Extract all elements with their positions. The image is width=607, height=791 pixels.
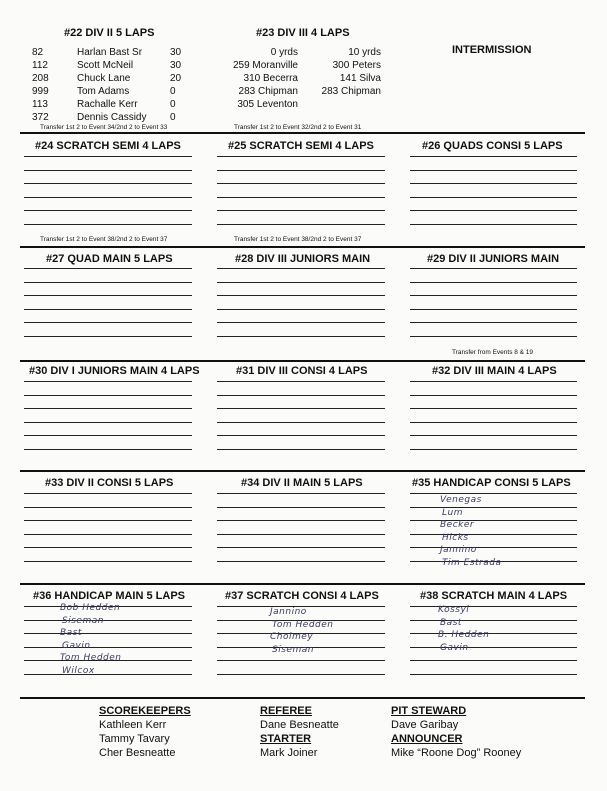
handwritten-name: Bast [440, 617, 462, 628]
write-in-line [24, 224, 192, 225]
write-in-line [217, 534, 385, 535]
event-30-title: #30 DIV I JUNIORS MAIN 4 LAPS [29, 365, 200, 377]
write-in-line [410, 449, 577, 450]
entry-name: Chuck Lane [77, 73, 131, 84]
write-in-line [217, 561, 385, 562]
handwritten-name: Gavin [440, 642, 469, 653]
scorekeeper-name: Kathleen Kerr [99, 719, 167, 731]
write-in-line [410, 422, 577, 423]
entry-num: 113 [32, 99, 48, 110]
pit-steward-label: PIT STEWARD [391, 705, 467, 717]
event-23-entry: 10 yrds [348, 47, 381, 58]
event-36-title: #36 HANDICAP MAIN 5 LAPS [33, 590, 185, 602]
write-in-line [410, 210, 577, 211]
handwritten-name: Bast [60, 628, 82, 638]
write-in-line [410, 435, 577, 436]
event-25-title: #25 SCRATCH SEMI 4 LAPS [228, 140, 374, 152]
write-in-line [410, 322, 577, 323]
write-in-line [410, 268, 577, 269]
write-in-line [217, 309, 385, 310]
write-in-line [24, 183, 192, 184]
entry-pts: 30 [170, 60, 182, 71]
event-23-title: #23 DIV III 4 LAPS [256, 27, 350, 39]
handwritten-name: Tom Hedden [272, 619, 334, 630]
write-in-line [410, 647, 577, 648]
write-in-line [410, 606, 577, 607]
entry-pts: 20 [170, 73, 182, 84]
event-22-title: #22 DIV II 5 LAPS [64, 27, 155, 39]
intermission-label: INTERMISSION [452, 44, 532, 56]
write-in-line [217, 449, 385, 450]
write-in-line [24, 435, 192, 436]
handwritten-name: Siseman [272, 644, 314, 655]
write-in-line [217, 322, 385, 323]
write-in-line [217, 210, 385, 211]
write-in-line [217, 674, 385, 675]
write-in-line [24, 309, 192, 310]
entry-num: 999 [32, 86, 49, 97]
write-in-line [24, 647, 192, 648]
section-divider [20, 132, 585, 134]
write-in-line [217, 422, 385, 423]
write-in-line [24, 268, 192, 269]
event-24-title: #24 SCRATCH SEMI 4 LAPS [35, 140, 181, 152]
write-in-line [24, 210, 192, 211]
handwritten-name: Cholmey [270, 632, 314, 642]
event-34-title: #34 DIV II MAIN 5 LAPS [241, 477, 363, 489]
event-31-title: #31 DIV III CONSI 4 LAPS [236, 365, 368, 377]
event-23-entry: 283 Chipman [321, 86, 381, 97]
event-23-entry: 283 Chipman [238, 86, 298, 97]
write-in-line [24, 422, 192, 423]
write-in-line [217, 381, 385, 382]
event-26-title: #26 QUADS CONSI 5 LAPS [422, 140, 563, 152]
write-in-line [410, 197, 577, 198]
event-29-transfer: Transfer from Events 8 & 19 [452, 349, 534, 356]
entry-pts: 0 [170, 112, 176, 123]
handwritten-name: Tim Estrada [442, 557, 502, 568]
write-in-line [24, 674, 192, 675]
entry-num: 82 [32, 47, 44, 58]
entry-pts: 30 [170, 47, 182, 58]
event-38-title: #38 SCRATCH MAIN 4 LAPS [420, 590, 568, 602]
write-in-line [410, 395, 577, 396]
entry-name: Scott McNeil [77, 60, 134, 71]
handwritten-name: Jannino [270, 607, 307, 617]
write-in-line [24, 282, 192, 283]
write-in-line [24, 408, 192, 409]
write-in-line [410, 493, 577, 494]
write-in-line [217, 183, 385, 184]
handwritten-name: Siseman [62, 615, 104, 626]
referee-label: REFEREE [260, 705, 312, 717]
handwritten-name: Gavin [62, 640, 91, 651]
handwritten-name: B. Hedden [438, 630, 490, 640]
entry-name: Tom Adams [77, 86, 130, 97]
write-in-line [410, 408, 577, 409]
pit-steward-name: Dave Garibay [391, 719, 459, 731]
write-in-line [217, 268, 385, 269]
entry-num: 112 [32, 60, 48, 71]
handwritten-name: Hicks [442, 532, 469, 543]
write-in-line [217, 493, 385, 494]
entry-name: Dennis Cassidy [77, 112, 147, 123]
event-25-transfer: Transfer 1st 2 to Event 38/2nd 2 to Event 37 [234, 236, 362, 243]
write-in-line [24, 520, 192, 521]
write-in-line [24, 561, 192, 562]
write-in-line [24, 534, 192, 535]
write-in-line [410, 381, 577, 382]
write-in-line [217, 295, 385, 296]
write-in-line [24, 633, 192, 634]
write-in-line [410, 507, 577, 508]
write-in-line [410, 224, 577, 225]
write-in-line [217, 156, 385, 157]
write-in-line [24, 170, 192, 171]
event-28-title: #28 DIV III JUNIORS MAIN [235, 253, 371, 265]
write-in-line [217, 224, 385, 225]
write-in-line [410, 295, 577, 296]
write-in-line [217, 507, 385, 508]
scorekeeper-name: Cher Besneatte [99, 747, 176, 759]
scorekeepers-label: SCOREKEEPERS [99, 705, 191, 717]
entry-num: 208 [32, 73, 49, 84]
write-in-line [217, 282, 385, 283]
handwritten-name: Wilcox [62, 665, 95, 676]
write-in-line [24, 493, 192, 494]
section-divider [20, 360, 585, 362]
write-in-line [410, 336, 577, 337]
event-33-title: #33 DIV II CONSI 5 LAPS [45, 477, 174, 489]
write-in-line [217, 660, 385, 661]
section-divider [20, 246, 585, 248]
event-29-title: #29 DIV II JUNIORS MAIN [427, 253, 560, 265]
handwritten-name: Jannino [440, 545, 477, 555]
write-in-line [24, 507, 192, 508]
write-in-line [24, 395, 192, 396]
event-23-entry: 0 yrds [270, 47, 298, 58]
event-23-entry: 310 Becerra [243, 73, 298, 84]
event-35-title: #35 HANDICAP CONSI 5 LAPS [412, 477, 571, 489]
write-in-line [410, 660, 577, 661]
write-in-line [217, 395, 385, 396]
entry-name: Rachalle Kerr [77, 99, 138, 110]
write-in-line [24, 336, 192, 337]
event-23-entry: 300 Peters [332, 60, 381, 71]
write-in-line [24, 449, 192, 450]
section-divider [20, 470, 585, 472]
write-in-line [24, 322, 192, 323]
handwritten-name: Becker [440, 520, 475, 530]
entry-pts: 0 [170, 99, 176, 110]
event-23-entry: 305 Leventon [237, 99, 298, 110]
announcer-label: ANNOUNCER [391, 733, 463, 745]
handwritten-name: Bob Hedden [60, 603, 121, 613]
write-in-line [217, 435, 385, 436]
starter-label: STARTER [260, 733, 312, 745]
write-in-line [410, 620, 577, 621]
write-in-line [217, 336, 385, 337]
write-in-line [24, 381, 192, 382]
write-in-line [217, 170, 385, 171]
write-in-line [217, 197, 385, 198]
write-in-line [24, 620, 192, 621]
event-32-title: #32 DIV III MAIN 4 LAPS [432, 365, 557, 377]
entry-num: 372 [32, 112, 49, 123]
entry-name: Harlan Bast Sr [77, 47, 143, 58]
section-divider [20, 583, 585, 585]
write-in-line [24, 547, 192, 548]
write-in-line [410, 170, 577, 171]
write-in-line [410, 534, 577, 535]
starter-name: Mark Joiner [260, 747, 318, 759]
handwritten-name: Tom Hedden [60, 653, 122, 663]
write-in-line [410, 183, 577, 184]
event-23-entry: 141 Silva [339, 73, 381, 84]
write-in-line [410, 547, 577, 548]
referee-name: Dane Besneatte [260, 719, 339, 731]
write-in-line [24, 156, 192, 157]
write-in-line [410, 633, 577, 634]
write-in-line [24, 197, 192, 198]
event-22-transfer: Transfer 1st 2 to Event 34/2nd 2 to Event 33 [40, 124, 168, 131]
write-in-line [410, 282, 577, 283]
write-in-line [410, 156, 577, 157]
event-24-transfer: Transfer 1st 2 to Event 38/2nd 2 to Event 37 [40, 236, 168, 243]
write-in-line [410, 520, 577, 521]
handwritten-name: Venegas [440, 495, 482, 505]
event-23-transfer: Transfer 1st 2 to Event 32/2nd 2 to Event 31 [234, 124, 362, 131]
write-in-line [410, 309, 577, 310]
handwritten-name: Lum [442, 507, 463, 518]
event-27-title: #27 QUAD MAIN 5 LAPS [46, 253, 173, 265]
write-in-line [217, 547, 385, 548]
write-in-line [217, 520, 385, 521]
event-23-entry: 259 Moranville [232, 60, 298, 71]
section-divider [20, 697, 585, 699]
write-in-line [410, 674, 577, 675]
announcer-name: Mike “Roone Dog” Rooney [391, 747, 522, 759]
event-37-title: #37 SCRATCH CONSI 4 LAPS [225, 590, 379, 602]
entry-pts: 0 [170, 86, 176, 97]
handwritten-name: Kossyl [438, 605, 470, 615]
write-in-line [24, 295, 192, 296]
write-in-line [217, 408, 385, 409]
scorekeeper-name: Tammy Tavary [99, 733, 170, 745]
